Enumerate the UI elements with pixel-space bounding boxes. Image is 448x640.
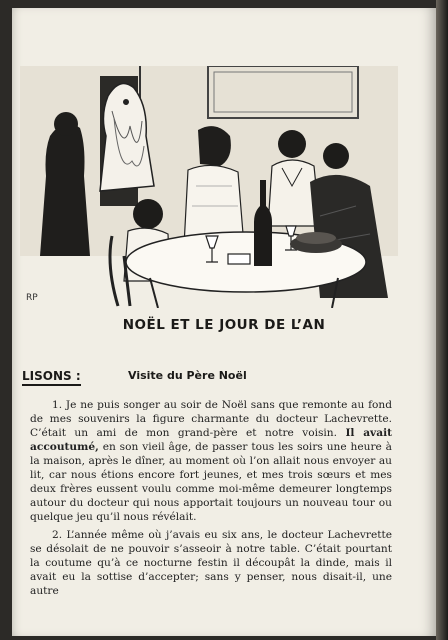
paragraph-2-text: 2. L’année même où j’avais eu six ans, le docteur Lachevrette se désolait de ne pouvoir s’asseoir à notre table. C’était pourtant la coutume qu’à ce nocturne festin il découpât la dinde, mais il avait eu la sottise d’accepter; sans y penser, nous disait-il, une autre <box>30 529 392 597</box>
paragraph-1 <box>30 398 392 524</box>
chapter-heading: NOËL ET LE JOUR DE L’AN <box>122 317 326 333</box>
section-label: LISONS : <box>22 369 81 386</box>
paragraph-2 <box>30 528 392 598</box>
artist-signature: RP <box>26 293 38 303</box>
paragraph-1-text-end: en son vieil âge, de passer tous les soirs une heure à la maison, après le dîner, au moment où l’on allait nous envoyer au lit, car nous étions encore fort jeunes, et mes trois sœurs et mes deux frères eussent voulu comme moi-même demeurer longtemps autour du docteur qui nous apportait toujours un nouveau tour ou quelque jeu qu’il nous révélait. <box>30 441 392 523</box>
paragraph-1-bold-text: Il avait accoutumé, <box>30 427 392 453</box>
christmas-dinner-illustration <box>20 66 398 308</box>
paragraph-1-text-start: 1. Je ne puis songer au soir de Noël sans que remonte au fond de mes souvenirs la figure charmante du docteur Lachevrette. C’était un ami de mon grand-père et notre voisin. <box>30 399 392 439</box>
reading-title: Visite du Père Noël <box>128 369 247 382</box>
